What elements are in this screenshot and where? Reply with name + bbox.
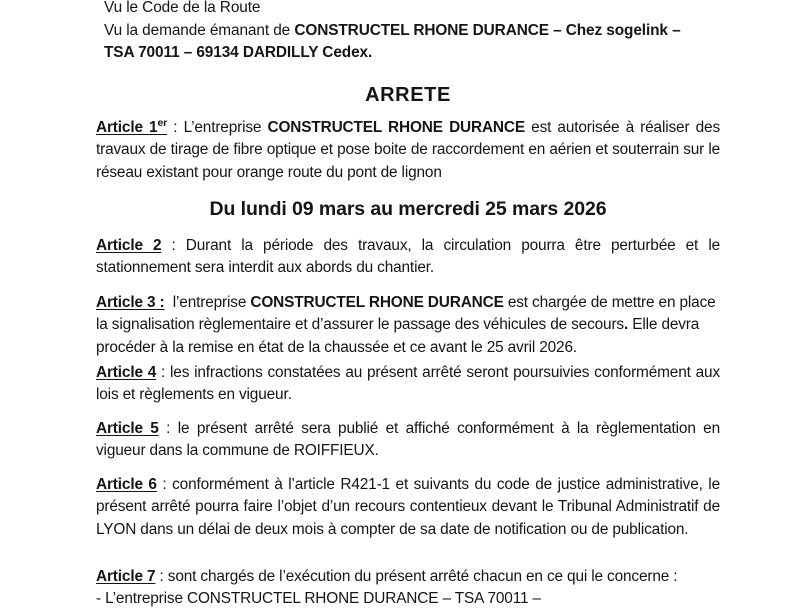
article-1-label <box>96 119 167 136</box>
article-3-body-1: CONSTRUCTEL RHONE DURANCE <box>250 294 504 311</box>
article-7-body-0: sont chargés de l’exécution du présent arrêté chacun en ce qui le concerne : <box>167 568 678 585</box>
article-4-separator: : <box>156 364 171 381</box>
preamble-demande-company: CONSTRUCTEL RHONE DURANCE – Chez sogelink – <box>294 21 681 39</box>
article-6-separator: : <box>156 476 173 493</box>
article-5 <box>96 418 720 463</box>
preamble-line-demande <box>104 20 728 43</box>
article-4-label: Article 4 <box>96 364 157 381</box>
article-5-body-0: le présent arrêté sera publié et affiché conformément à la règlementation en vigueur dans la commune de ROIFFIEUX. <box>96 420 720 460</box>
preamble-block <box>96 0 728 65</box>
heading-work-dates: Du lundi 09 mars au mercredi 25 mars 2026 <box>209 198 607 220</box>
article-4-body-0: les infractions constatées au présent arrêté seront poursuivies conformément aux lois et règlements en vigueur. <box>96 364 720 404</box>
article-3-body-4: Elle devra procéder à la remise en état de la chaussée et ce avant le 25 avril 2026. <box>96 316 700 356</box>
article-2 <box>96 235 720 280</box>
article-1-separator: : <box>167 119 184 136</box>
article-1-label-text: Article 1 <box>96 119 158 136</box>
article-7-label: Article 7 <box>96 568 156 585</box>
article-1 <box>96 117 720 184</box>
article-6 <box>96 474 720 541</box>
article-7 <box>96 566 720 588</box>
footer-list-item-entreprise: - L’entreprise CONSTRUCTEL RHONE DURANCE – TSA 70011 – <box>96 590 541 607</box>
article-6-body-0: conformément à l’article R421-1 et suivants du code de justice administrative, le présent arrêté pourra faire l’objet d’un recours contentieux devant le Tribunal Administratif de LYON dans un délai de deux mois à compter de sa date de notification ou de publication. <box>96 476 720 538</box>
article-3-body-2: est chargée de mettre en place la signalisation règlementaire et d’assurer le passage des véhicules de secours <box>96 294 716 334</box>
article-4 <box>96 362 720 407</box>
article-1-label-sup: er <box>157 117 168 129</box>
preamble-demande-prefix: Vu la demande émanant de <box>104 21 295 39</box>
article-7-separator: : <box>155 568 168 585</box>
article-1-body-1: CONSTRUCTEL RHONE DURANCE <box>267 119 525 136</box>
article-1-body-2: est autorisée à réaliser des travaux de tirage de fibre optique et pose boite de raccordement en aérien et souterrain sur le réseau existant pour orange route du pont de lignon <box>96 119 720 181</box>
article-5-separator: : <box>158 420 178 437</box>
article-2-label: Article 2 <box>96 237 162 254</box>
article-3-label: Article 3 : <box>96 294 165 311</box>
article-1-body-0: L’entreprise <box>183 119 268 136</box>
article-2-body-0: Durant la période des travaux, la circulation pourra être perturbée et le stationnement sera interdit aux abords du chantier. <box>96 237 720 277</box>
article-3-body-3: . <box>623 316 629 334</box>
heading-arrete: ARRETE <box>365 84 451 106</box>
article-3-separator <box>165 294 173 311</box>
preamble-line-address: TSA 70011 – 69134 DARDILLY Cedex. <box>104 44 373 61</box>
preamble-line-code-route: Vu le Code de la Route <box>104 0 261 16</box>
article-3 <box>96 292 720 359</box>
article-5-label: Article 5 <box>96 420 159 437</box>
article-2-separator: : <box>161 237 186 254</box>
article-6-label: Article 6 <box>96 476 157 493</box>
article-3-body-0: l’entreprise <box>172 294 251 311</box>
